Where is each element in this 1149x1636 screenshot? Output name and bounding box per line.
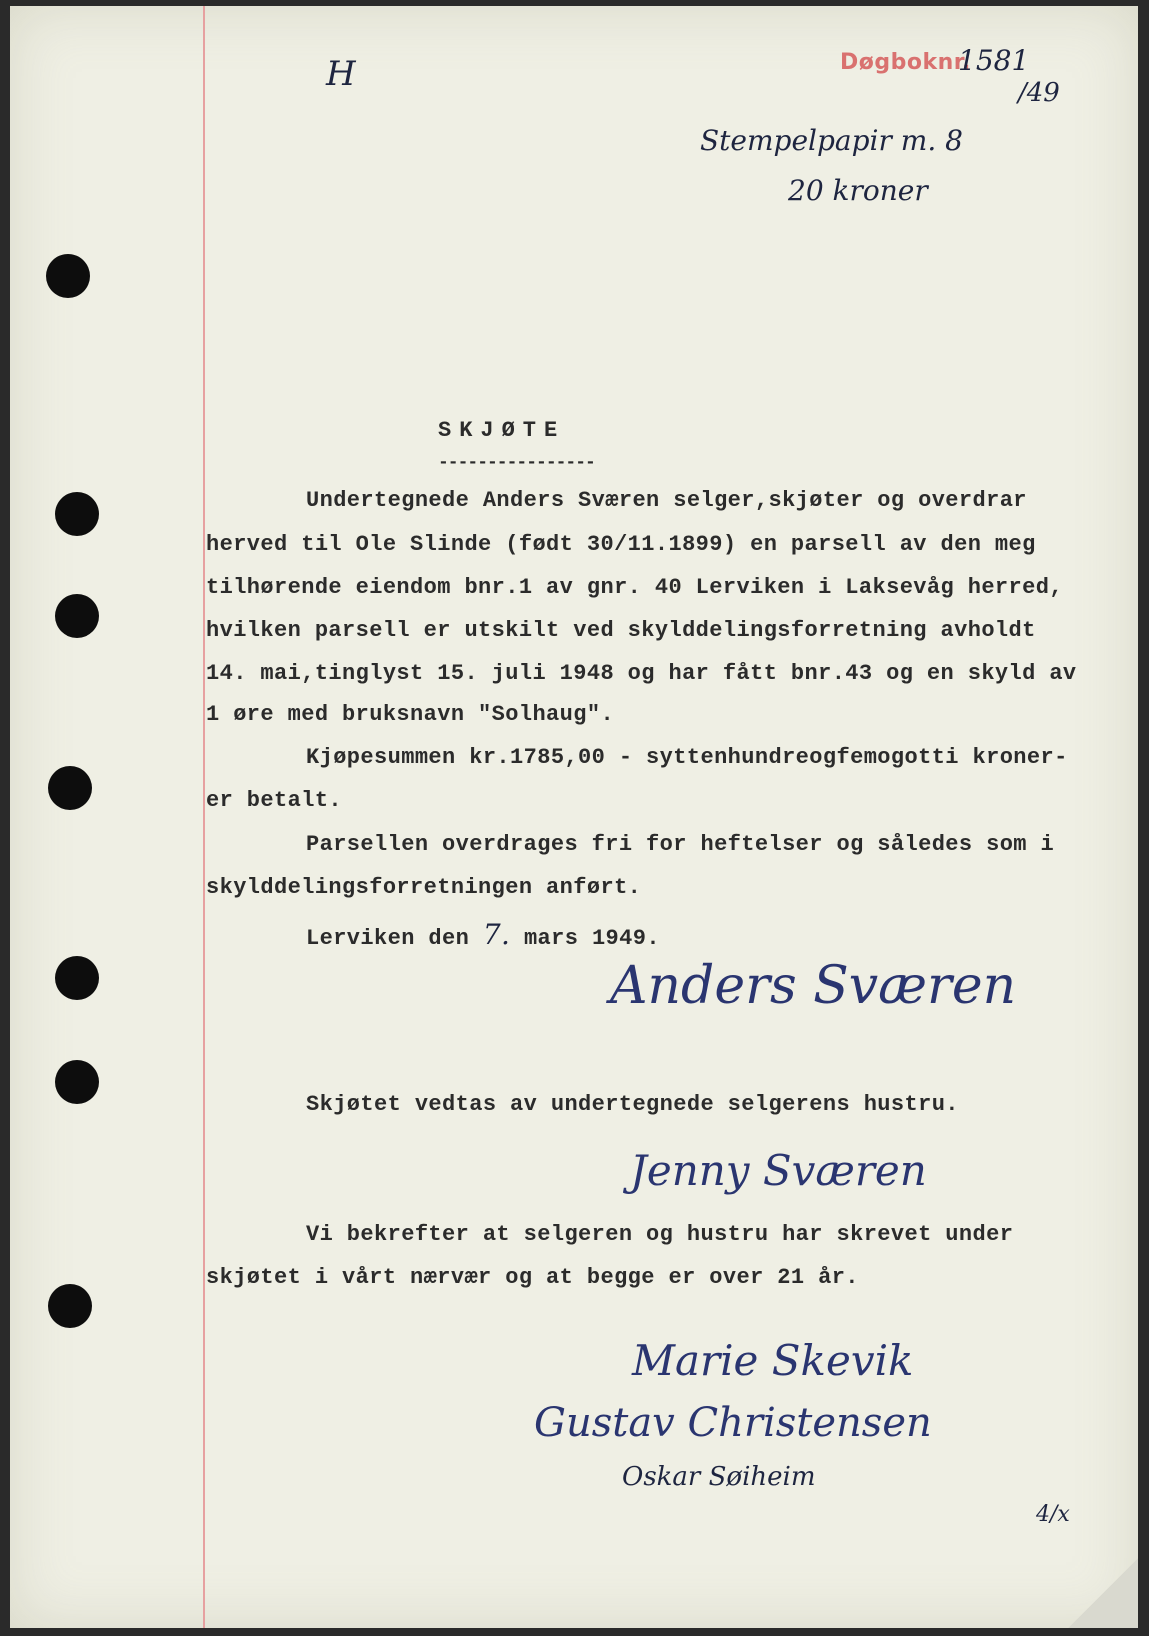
journal-year: /49 [1018, 78, 1060, 108]
document-title: SKJØTE [438, 418, 566, 443]
stamp-paper-note: Stempelpapir m. 8 [700, 124, 963, 157]
body-line: Kjøpesummen kr.1785,00 - syttenhundreogfemogotti kroner- [306, 745, 1068, 770]
body-line: skylddelingsforretningen anført. [206, 875, 642, 900]
punch-hole [55, 594, 99, 638]
place-date-prefix: Lerviken den [306, 926, 483, 951]
body-line: 1 øre med bruksnavn "Solhaug". [206, 702, 615, 727]
margin-line [203, 6, 205, 1628]
place-date-day: 7. [482, 918, 511, 951]
stamp-paper-amount: 20 kroner [788, 174, 928, 207]
witness-line: Vi bekrefter at selgeren og hustru har skrevet under [306, 1222, 1014, 1247]
punch-hole [55, 492, 99, 536]
page-corner-fold [1068, 1558, 1138, 1628]
punch-hole [55, 1060, 99, 1104]
witness-line: skjøtet i vårt nærvær og at begge er over 21 år. [206, 1265, 859, 1290]
acceptance-line: Skjøtet vedtas av undertegnede selgerens hustru. [306, 1092, 959, 1117]
title-underline: ---------------- [438, 453, 595, 473]
body-line: Parsellen overdrages fri for heftelser og således som i [306, 832, 1055, 857]
page-mark: H [326, 54, 356, 94]
punch-hole [46, 254, 90, 298]
document-page [10, 6, 1138, 1628]
journal-stamp [840, 50, 971, 75]
witness-signature: Marie Skevik [632, 1336, 914, 1385]
place-date [306, 918, 660, 951]
punch-hole [48, 1284, 92, 1328]
place-date-suffix: mars 1949. [510, 926, 660, 951]
journal-number: 1581 [958, 44, 1030, 77]
witness-signature: Oskar Søiheim [622, 1462, 816, 1492]
body-line: 14. mai,tinglyst 15. juli 1948 og har fått bnr.43 og en skyld av [206, 661, 1077, 686]
witness-signature: Gustav Christensen [534, 1400, 932, 1446]
body-line: tilhørende eiendom bnr.1 av gnr. 40 Lerviken i Laksevåg herred, [206, 575, 1063, 600]
seller-signature: Anders Sværen [610, 956, 1017, 1016]
punch-hole [55, 956, 99, 1000]
body-line: herved til Ole Slinde (født 30/11.1899) en parsell av den meg [206, 532, 1036, 557]
body-line: er betalt. [206, 788, 343, 813]
body-line: Undertegnede Anders Sværen selger,skjøter og overdrar [306, 488, 1027, 513]
wife-signature: Jenny Sværen [630, 1146, 927, 1195]
stamp-label: Døgboknr. [840, 50, 971, 75]
punch-hole [48, 766, 92, 810]
corner-note: 4/x [1036, 1502, 1070, 1527]
body-line: hvilken parsell er utskilt ved skylddelingsforretning avholdt [206, 618, 1036, 643]
